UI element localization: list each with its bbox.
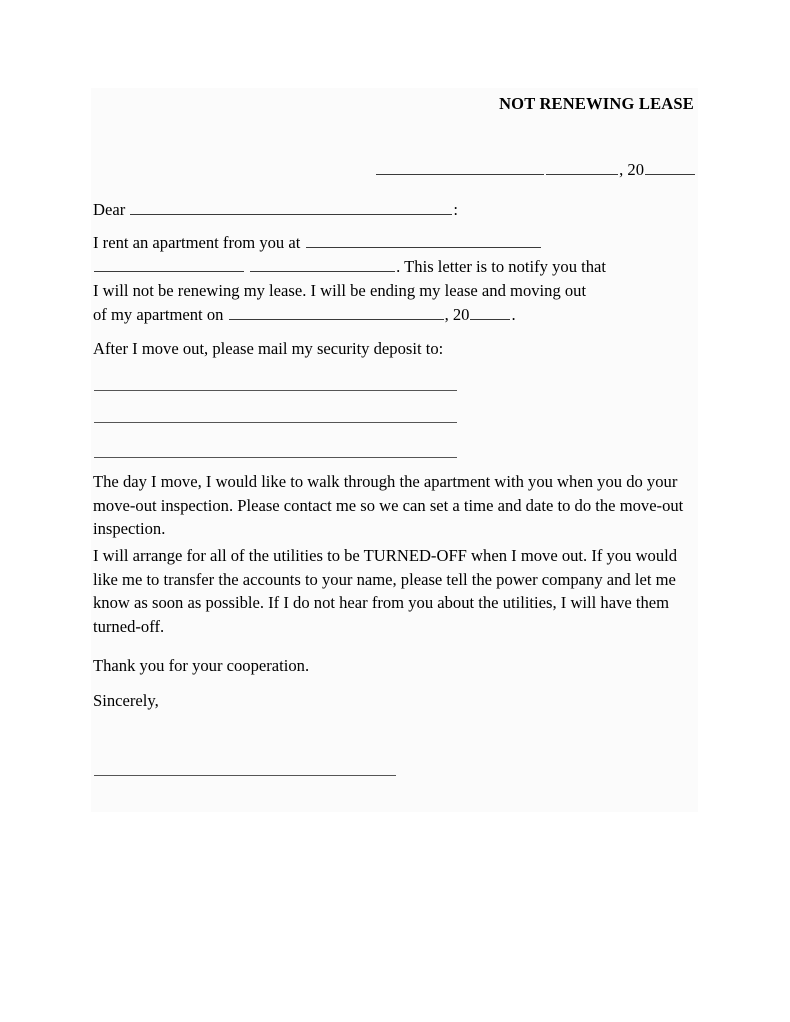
moveout-year-prefix: , 20 — [444, 305, 470, 324]
moveout-date-blank[interactable] — [229, 304, 444, 320]
moveout-prefix: of my apartment on — [93, 305, 224, 324]
date-line — [93, 158, 696, 181]
apartment-address-blank-2[interactable] — [94, 256, 244, 272]
apartment-address-blank-3[interactable] — [250, 256, 395, 272]
lease-statement-line: I will not be renewing my lease. I will be ending my lease and moving out — [93, 281, 587, 300]
date-month-blank[interactable] — [376, 159, 544, 175]
closing-line: Sincerely, — [93, 691, 159, 710]
utilities-paragraph: I will arrange for all of the utilities to be TURNED-OFF when I move out. If you would like me to transfer the accounts to your name, please tell the power company and let me know as soon as possible. If I do not hear from you about the utilities, I will have them turned-off. — [93, 546, 678, 636]
moveout-year-blank[interactable] — [470, 304, 510, 320]
inspection-paragraph: The day I move, I would like to walk through the apartment with you when you do your move-out inspection. Please contact me so we can set a time and date to do the move-out inspection. — [93, 472, 684, 539]
moveout-period: . — [511, 305, 516, 324]
salutation-line — [93, 198, 458, 221]
letter-content — [93, 88, 696, 812]
recipient-name-blank[interactable] — [130, 199, 452, 215]
deposit-address-line-3[interactable] — [94, 457, 457, 458]
date-year-prefix: , 20 — [619, 160, 644, 179]
salutation-label: Dear — [93, 200, 126, 219]
letter-page — [91, 88, 698, 812]
thank-you-line: Thank you for your cooperation. — [93, 656, 310, 675]
deposit-address-line-2[interactable] — [94, 422, 457, 423]
deposit-heading: After I move out, please mail my security deposit to: — [93, 339, 444, 358]
moveout-date-line — [93, 303, 516, 326]
apartment-address-blank-1[interactable] — [306, 232, 541, 248]
deposit-address-line-1[interactable] — [94, 390, 457, 391]
signature-line[interactable] — [94, 775, 396, 776]
rent-address-line — [93, 255, 606, 278]
rent-intro-line — [93, 231, 542, 254]
notify-text: . This letter is to notify you that — [396, 257, 607, 276]
rent-intro-text: I rent an apartment from you at — [93, 233, 301, 252]
salutation-colon: : — [453, 200, 459, 219]
page-title: NOT RENEWING LEASE — [499, 94, 694, 113]
date-day-blank[interactable] — [546, 159, 618, 175]
date-year-blank[interactable] — [645, 159, 695, 175]
